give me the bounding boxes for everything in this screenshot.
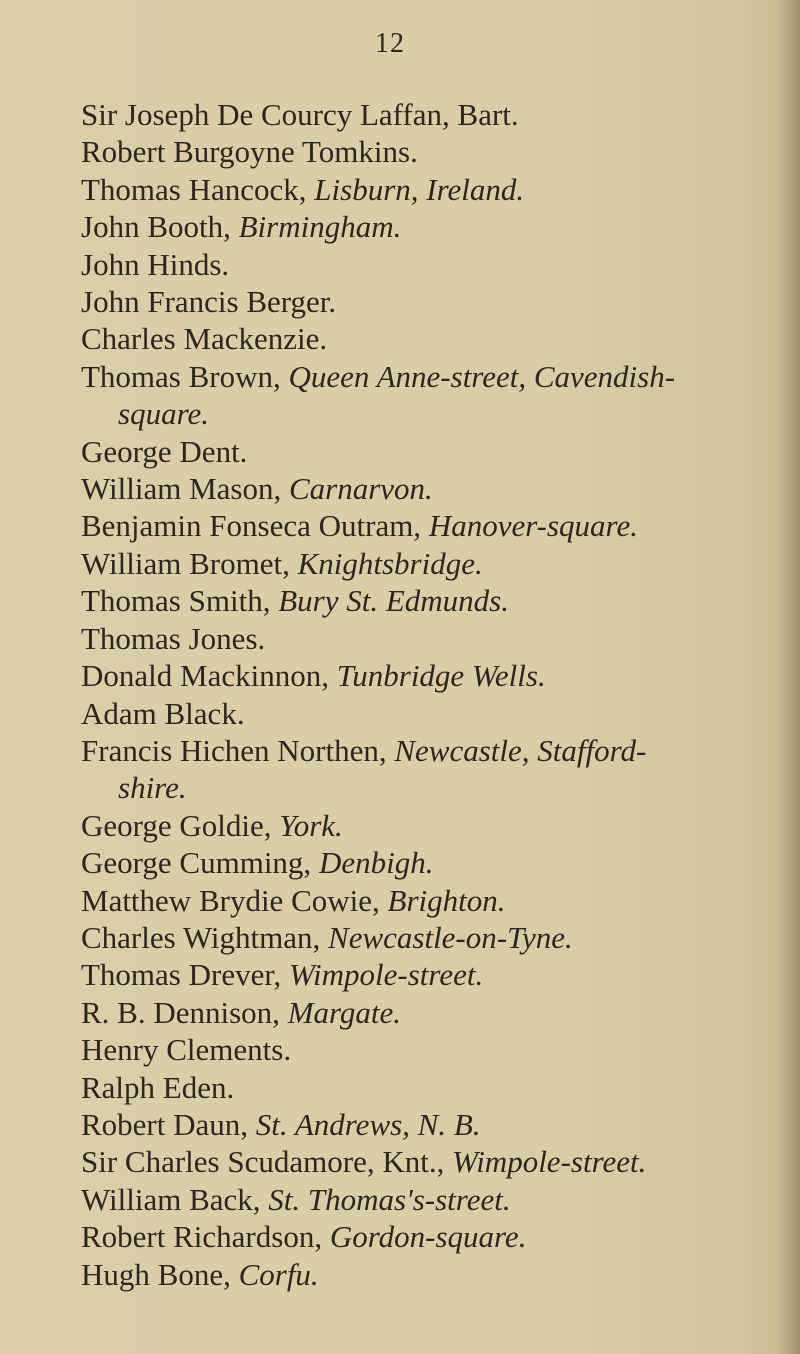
list-entry-continuation [81,395,781,432]
list-entry [81,171,781,208]
entry-place: Hanover-square. [428,508,638,544]
entry-name: Thomas Drever, [81,957,289,993]
list-entry [81,358,781,395]
list-entry [81,1031,781,1068]
list-entry [81,1106,781,1143]
entry-name: Henry Clements. [81,1032,292,1068]
entry-name: Robert Burgoyne Tomkins. [81,134,418,170]
list-entry [81,1143,781,1180]
list-entry [81,994,781,1031]
entry-place: Newcastle-on-Tyne. [328,919,573,955]
list-entry [81,470,781,507]
entry-name: John Booth, [81,209,239,245]
entry-name: Adam Black. [81,695,245,731]
entry-name: William Mason, [81,471,289,507]
entry-name: Hugh Bone, [81,1256,239,1292]
list-entry-continuation [81,769,781,806]
entry-place: Wimpole-street. [452,1144,647,1180]
entry-place: square. [118,396,209,432]
entry-place: Wimpole-street. [288,957,484,993]
entry-name: Sir Joseph De Courcy Laffan, Bart. [81,97,519,132]
page-number: 12 [375,28,405,59]
list-entry [81,96,781,133]
list-entry [81,507,781,544]
list-entry [81,208,781,245]
entry-place: Newcastle, Stafford- [394,732,647,768]
list-entry [81,844,781,881]
entry-name: John Francis Berger. [81,284,337,320]
list-entry [81,320,781,357]
entry-place: Carnarvon. [288,471,433,507]
entry-place: shire. [118,770,187,806]
entry-name: Thomas Hancock, [81,171,315,207]
list-entry [81,283,781,320]
entry-place: Bury St. Edmunds. [278,583,509,619]
list-entry [81,582,781,619]
entry-name: Francis Hichen Northen, [81,732,395,768]
entry-name: Ralph Eden. [81,1069,235,1105]
entry-place: Corfu. [238,1256,319,1292]
entry-name: Donald Mackinnon, [81,658,337,694]
entry-name: Robert Richardson, [81,1219,330,1255]
list-entry [81,246,781,283]
list-entry [81,695,781,732]
entry-name: George Goldie, [81,807,280,843]
entry-place: Birmingham. [238,209,402,245]
list-entry [81,433,781,470]
entry-place: Lisburn, Ireland. [314,171,525,207]
entry-place: Brighton. [387,882,506,918]
entry-name: Sir Charles Scudamore, Knt., [81,1144,453,1180]
entry-name: William Back, [81,1181,269,1217]
entry-place: St. Andrews, N. B. [255,1106,481,1142]
entry-name: Robert Daun, [81,1106,256,1142]
entry-name: Thomas Smith, [81,583,279,619]
entry-name: Thomas Jones. [81,620,266,656]
list-entry [81,919,781,956]
entry-place: Queen Anne-street, Cavendish- [288,358,676,394]
entry-name: George Cumming, [81,845,319,881]
list-entry [81,882,781,919]
entry-place: Tunbridge Wells. [336,658,546,694]
list-entry [81,732,781,769]
list-entry [81,545,781,582]
entry-place: Gordon-square. [329,1219,527,1255]
entry-place: York. [279,807,343,843]
entry-name: R. B. Dennison, [81,994,288,1030]
list-entry [81,1256,781,1293]
list-entry [81,807,781,844]
list-entry [81,956,781,993]
entry-name: George Dent. [81,433,248,469]
list-entry [81,133,781,170]
list-entry [81,620,781,657]
list-entry [81,1181,781,1218]
entry-name: William Bromet, [81,545,298,581]
subscriber-list [81,96,781,1293]
list-entry [81,657,781,694]
list-entry [81,1218,781,1255]
list-entry [81,1069,781,1106]
entry-name: Charles Mackenzie. [81,321,328,357]
entry-place: Knightsbridge. [297,545,483,581]
entry-place: St. Thomas's-street. [268,1181,511,1217]
entry-name: John Hinds. [81,246,230,282]
entry-place: Denbigh. [318,845,434,881]
entry-name: Charles Wightman, [81,919,329,955]
entry-name: Benjamin Fonseca Outram, [81,508,429,544]
entry-name: Thomas Brown, [81,358,289,394]
entry-name: Matthew Brydie Cowie, [81,882,388,918]
entry-place: Margate. [287,994,402,1030]
